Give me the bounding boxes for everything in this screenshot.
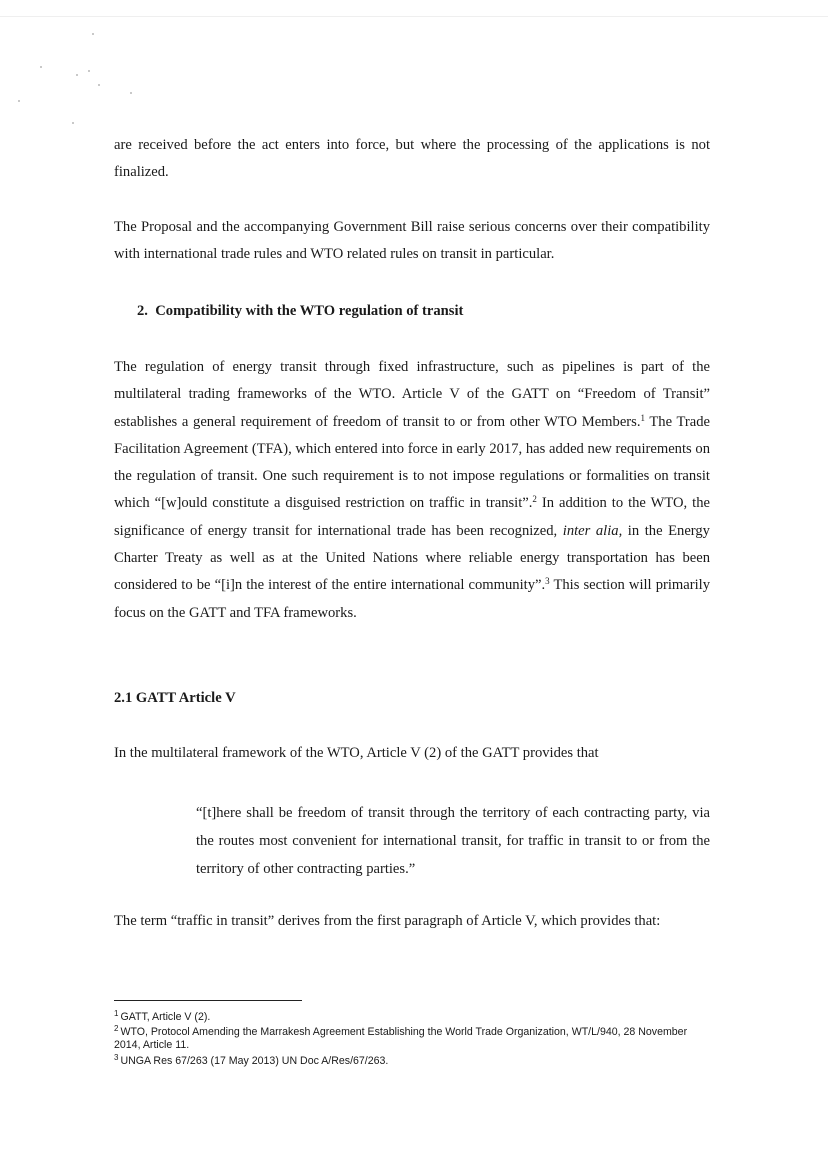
scan-speck: [88, 70, 90, 72]
paragraph-concerns: The Proposal and the accompanying Government Bill raise serious concerns over their compatibility with international trade rules and WTO related rules on transit in particular.: [114, 219, 710, 263]
footnote-ref-3[interactable]: 3: [545, 576, 550, 587]
paragraph-wto-transit: The regulation of energy transit through fixed infrastructure, such as pipelines is part of the multilateral trading frameworks of the WTO. Article V of the GATT on “Freedom of Transit” establishes a general requirement of freedom of transit to or from other WTO Members.$^1$ The Trade Facilitation Agreement (TFA), which entered into force in early 2017, has added new requirements on the regulation of transit. One such requirement is to not impose regulations or formalities on transit which “[w]ould constitute a disguised restriction on traffic in transit”.$^2$ In addition to the WTO, the significance of energy transit for international trade has been recognized, inter alia, in the Energy Charter Treaty as well as at the United Nations where reliable energy transportation has been considered to be “[i]n the interest of the entire international community”.$^3$ This section will primarily focus on the GATT and TFA frameworks.: [114, 359, 711, 621]
scan-speck: [92, 33, 94, 35]
footnote-ref-1[interactable]: 1: [640, 412, 645, 423]
paragraph-continuation: are received before the act enters into force, but where the processing of the applications is not finalized.: [114, 137, 710, 181]
footnote-separator: [114, 1000, 302, 1001]
scan-speck: [18, 100, 20, 102]
footnote-2: $^2$ WTO, Protocol Amending the Marrakesh Agreement Establishing the World Trade Organization, WT/L/940, 28 November 2014, Article 11.: [114, 1024, 688, 1051]
scan-speck: [76, 74, 78, 76]
scan-speck: [98, 84, 100, 86]
section-heading-2-1: 2.1 GATT Article V: [114, 690, 236, 706]
footnote-3: $^3$ UNGA Res 67/263 (17 May 2013) UN Doc A/Res/67/263.: [114, 1053, 389, 1067]
scan-speck: [40, 66, 42, 68]
block-quote-article-v: “[t]here shall be freedom of transit through the territory of each contracting party, via the routes most convenient for international transit, for traffic in transit to or from the territory of other contracting parties.”: [196, 805, 710, 877]
paragraph-traffic-in-transit: The term “traffic in transit” derives from the first paragraph of Article V, which provides that:: [114, 913, 661, 929]
scan-speck: [130, 92, 132, 94]
footnote-ref-2[interactable]: 2: [532, 494, 537, 505]
footnote-1: $^1$ GATT, Article V (2).: [114, 1009, 211, 1023]
section-heading-2: 2. Compatibility with the WTO regulation of transit: [137, 303, 464, 319]
scan-top-edge: [0, 16, 828, 17]
scan-speck: [72, 122, 74, 124]
paragraph-article-v-intro: In the multilateral framework of the WTO, Article V (2) of the GATT provides that: [114, 745, 599, 761]
